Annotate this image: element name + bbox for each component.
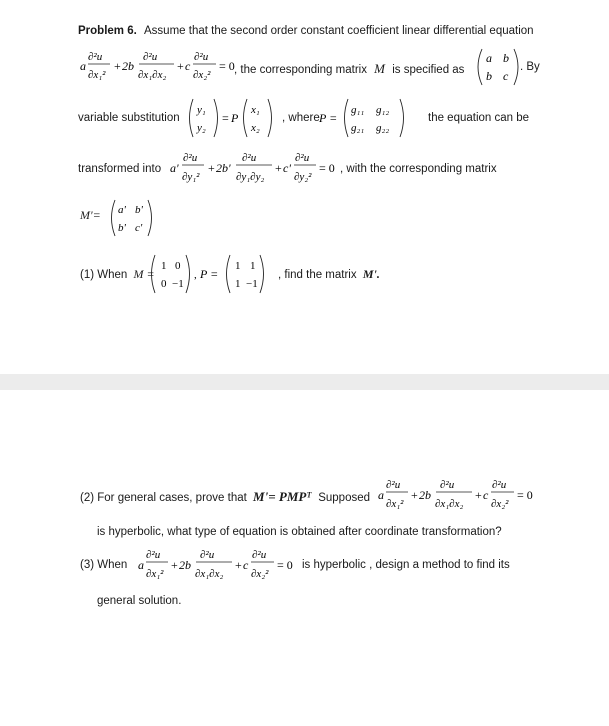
- matrix-P-general: [318, 96, 410, 140]
- matrix-M-symbol: M: [374, 61, 385, 76]
- numerator: ∂²u: [146, 549, 161, 561]
- g12: g₁₂: [376, 104, 390, 116]
- equals-zero: = 0: [219, 59, 235, 73]
- g21: g₂₁: [351, 122, 365, 134]
- part3-tail2: general solution.: [97, 595, 182, 607]
- numerator: ∂²u: [252, 549, 267, 561]
- mp12: b': [135, 204, 143, 216]
- mp11: a': [118, 204, 126, 216]
- denominator: ∂x₂²: [491, 498, 509, 510]
- m11: a: [486, 51, 492, 65]
- part1-P-eq: P =: [200, 267, 219, 281]
- P-12: 1: [250, 260, 256, 272]
- coef-c: c: [185, 59, 191, 73]
- denominator: ∂x₁∂x₂: [138, 69, 167, 81]
- pde-tail-line: [234, 61, 464, 77]
- numerator: ∂²u: [143, 51, 158, 63]
- matrix-Mprime: [108, 197, 156, 239]
- numerator: ∂²u: [295, 152, 310, 164]
- g22: g₂₂: [376, 122, 390, 134]
- equals: =: [222, 111, 229, 125]
- equation-can-be: the equation can be: [428, 112, 530, 124]
- part2-label: (2) For general cases, prove that: [80, 492, 247, 504]
- part3-pde: [136, 545, 298, 587]
- coef-a-prime: a': [170, 161, 179, 175]
- with-matrix: , with the corresponding matrix: [340, 163, 497, 175]
- y2: y₂: [197, 122, 206, 134]
- where-text: , where: [282, 112, 320, 124]
- plus-sign: +: [411, 488, 418, 502]
- plus-sign: +: [171, 558, 178, 572]
- numerator: ∂²u: [88, 51, 103, 63]
- part1-label: [80, 267, 155, 282]
- problem-header: Problem 6.: [78, 25, 137, 37]
- part1-when: (1) When: [80, 269, 128, 281]
- part1-find-line: [278, 267, 380, 282]
- plus-sign: +: [275, 161, 282, 175]
- P-22: −1: [246, 278, 258, 290]
- by-text: . By: [520, 61, 540, 73]
- denominator: ∂x₁²: [386, 498, 404, 510]
- plus-sign: +: [475, 488, 482, 502]
- part1-matrices: [148, 252, 280, 296]
- page-divider: [0, 374, 609, 390]
- numerator: ∂²u: [386, 479, 401, 491]
- P-21: 1: [235, 278, 241, 290]
- P-11: 1: [235, 260, 241, 272]
- x2: x₂: [251, 122, 260, 134]
- mp21: b': [118, 222, 126, 234]
- coef-2b: 2b: [179, 558, 191, 572]
- denominator: ∂x₁²: [88, 69, 106, 81]
- M-21: 0: [161, 278, 167, 290]
- M-12: 0: [175, 260, 181, 272]
- part2-line: [80, 489, 370, 505]
- mp22: c': [135, 222, 143, 234]
- x1: x₁: [251, 104, 260, 116]
- m21: b: [486, 69, 492, 83]
- pde-tail: , the corresponding matrix: [234, 64, 367, 76]
- coef-a: a: [80, 59, 86, 73]
- coef-c: c: [243, 558, 249, 572]
- m22: c: [503, 69, 509, 83]
- plus-sign: +: [235, 558, 242, 572]
- part2-identity: M'= PMPᵀ: [253, 489, 312, 504]
- substitution-equation: [186, 96, 286, 140]
- Mprime-label: M'=: [80, 208, 101, 222]
- P-equals: P =: [319, 111, 338, 125]
- coef-c: c: [483, 488, 489, 502]
- g11: g₁₁: [351, 104, 365, 116]
- problem-intro: Assume that the second order constant coefficient linear differential equation: [144, 25, 534, 37]
- pde-original: [76, 46, 236, 88]
- problem-intro-line: [78, 25, 534, 37]
- matrix-M: [474, 46, 522, 88]
- part1-find: , find the matrix: [278, 269, 357, 281]
- variable-substitution: variable substitution: [78, 112, 180, 124]
- numerator: ∂²u: [492, 479, 507, 491]
- part2-supposed: Supposed: [318, 492, 371, 504]
- coef-2b-prime: 2b': [216, 161, 231, 175]
- denominator: ∂x₂²: [251, 568, 269, 580]
- M-22: −1: [172, 278, 184, 290]
- m12: b: [503, 51, 509, 65]
- equals-zero: = 0: [319, 161, 335, 175]
- y1: y₁: [197, 104, 206, 116]
- denominator: ∂x₁∂x₂: [195, 568, 224, 580]
- coef-2b: 2b: [419, 488, 431, 502]
- plus-sign: +: [208, 161, 215, 175]
- denominator: ∂x₂²: [193, 69, 211, 81]
- coef-a: a: [378, 488, 384, 502]
- denominator: ∂y₂²: [294, 171, 312, 183]
- equals-zero: = 0: [277, 558, 293, 572]
- part3-tail: is hyperbolic , design a method to find its: [302, 559, 510, 571]
- numerator: ∂²u: [194, 51, 209, 63]
- denominator: ∂x₁²: [146, 568, 164, 580]
- denominator: ∂x₁∂x₂: [435, 498, 464, 510]
- equals-zero: = 0: [517, 488, 533, 502]
- transformed-into: transformed into: [78, 163, 162, 175]
- coef-2b: 2b: [122, 59, 134, 73]
- part1-M-eq: M =: [133, 267, 155, 281]
- P-symbol: P: [231, 111, 239, 125]
- part1-target: M'.: [362, 267, 380, 281]
- plus-sign: +: [177, 59, 184, 73]
- numerator: ∂²u: [183, 152, 198, 164]
- M-11: 1: [161, 260, 167, 272]
- coef-a: a: [138, 558, 144, 572]
- denominator: ∂y₁²: [182, 171, 200, 183]
- part3-label: (3) When: [80, 559, 128, 571]
- specified-as: is specified as: [392, 64, 465, 76]
- numerator: ∂²u: [200, 549, 215, 561]
- part2-pde: [376, 475, 546, 517]
- coef-c-prime: c': [283, 161, 291, 175]
- denominator: ∂y₁∂y₂: [236, 171, 265, 183]
- part2-hyperbolic-question: is hyperbolic, what type of equation is obtained after coordinate transformation?: [97, 526, 502, 538]
- pde-transformed: [168, 146, 350, 190]
- comma: ,: [194, 269, 197, 281]
- plus-sign: +: [114, 59, 121, 73]
- numerator: ∂²u: [440, 479, 455, 491]
- numerator: ∂²u: [242, 152, 257, 164]
